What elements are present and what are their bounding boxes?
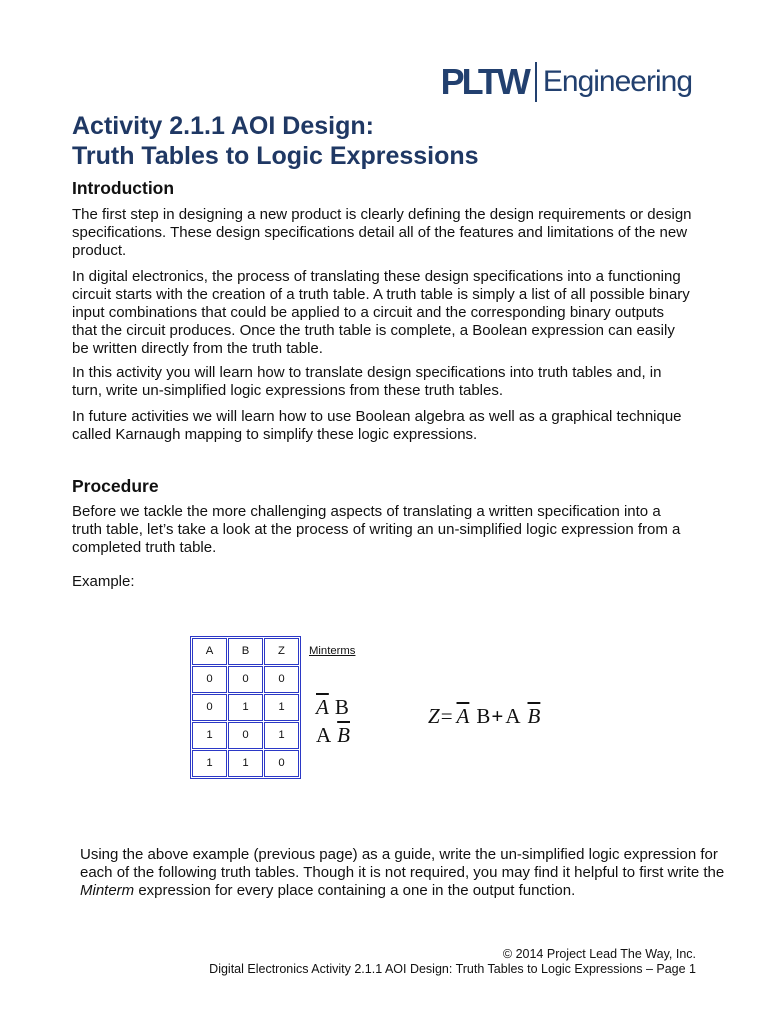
intro-paragraph-1 — [72, 206, 692, 260]
table-cell: 0 — [192, 694, 227, 721]
logo-name: Engineering — [542, 65, 692, 98]
plus-sign: + — [491, 704, 504, 728]
paragraph-line-rest: expression for every place containing a one in the output function. — [134, 882, 576, 899]
truth-table-header-row — [192, 638, 299, 665]
table-cell: 0 — [264, 750, 299, 777]
paragraph-line: specifications. These design specifications detail all of the features and limitations of the new — [72, 224, 688, 241]
paragraph-line: called Karnaugh mapping to simplify these logic expressions. — [72, 426, 478, 443]
truth-table-row — [192, 666, 299, 693]
title-line-1: Activity 2.1.1 AOI Design: — [72, 112, 374, 140]
footer-page-info: Digital Electronics Activity 2.1.1 AOI Design: Truth Tables to Logic Expressions – Page 1 — [209, 962, 696, 976]
paragraph-line: each of the following truth tables. Though it is not required, you may find it helpful to first write the — [80, 864, 725, 881]
paragraph-line: circuit starts with the creation of a truth table. A truth table is simply a list of all possible binary — [72, 286, 690, 303]
truth-table — [190, 636, 301, 779]
equation-output: Z — [428, 704, 440, 728]
equals-sign: = — [440, 704, 453, 728]
pltw-engineering-logo — [441, 62, 692, 102]
table-cell: 0 — [228, 722, 263, 749]
minterm-row-01 — [316, 695, 349, 719]
paragraph-line: In future activities we will learn how to use Boolean algebra as well as a graphical technique — [72, 408, 682, 425]
page-footer — [209, 947, 696, 977]
table-cell: 1 — [228, 694, 263, 721]
equation-complemented-variable: $\overline{B}$ — [527, 704, 541, 728]
paragraph-line — [80, 882, 724, 900]
logo-divider — [535, 62, 537, 102]
minterm-emphasis: Minterm — [80, 882, 135, 899]
equation-variable: B — [476, 704, 491, 728]
title-line-2: Truth Tables to Logic Expressions — [72, 142, 479, 170]
paragraph-line: In digital electronics, the process of translating these design specifications into a functioning — [72, 268, 681, 285]
table-cell: 0 — [192, 666, 227, 693]
table-cell: 0 — [264, 666, 299, 693]
logo-mark: PLTW — [440, 61, 528, 102]
minterm-complemented-variable: $\overline{A}$ — [316, 695, 329, 719]
truth-table-row — [192, 750, 299, 777]
truth-table-row — [192, 722, 299, 749]
truth-table-row — [192, 694, 299, 721]
paragraph-line: Before we tackle the more challenging aspects of translating a written specification into a — [72, 503, 661, 520]
paragraph-line: In this activity you will learn how to translate design specifications into truth tables and, in — [72, 364, 662, 381]
paragraph-line: completed truth table. — [72, 539, 217, 556]
paragraph-line: input combinations that could be applied to a circuit and the corresponding binary outputs — [72, 304, 665, 321]
header-cell: B — [228, 638, 263, 665]
table-cell: 1 — [192, 722, 227, 749]
intro-paragraph-3 — [72, 364, 661, 400]
procedure-paragraph — [72, 503, 680, 557]
header-cell: A — [192, 638, 227, 665]
paragraph-line: turn, write un-simplified logic expressions from these truth tables. — [72, 382, 504, 399]
minterm-complemented-variable: $\overline{B}$ — [337, 723, 350, 747]
header-cell: Z — [264, 638, 299, 665]
page-title — [72, 111, 479, 171]
intro-paragraph-2 — [72, 268, 690, 358]
table-cell: 1 — [264, 694, 299, 721]
intro-paragraph-4 — [72, 408, 682, 444]
equation-variable: A — [505, 704, 521, 728]
paragraph-line: that the circuit produces. Once the truth table is complete, a Boolean expression can easily — [72, 322, 675, 339]
table-cell: 1 — [228, 750, 263, 777]
paragraph-line: The first step in designing a new product is clearly defining the design requirements or design — [72, 206, 692, 223]
minterm-variable: A — [316, 723, 332, 747]
instructions-paragraph — [80, 846, 724, 900]
sum-of-products-equation — [428, 704, 540, 728]
minterms-label: Minterms — [309, 645, 356, 657]
introduction-heading: Introduction — [72, 178, 175, 198]
procedure-heading: Procedure — [72, 476, 159, 496]
paragraph-line: truth table, let’s take a look at the process of writing an un-simplified logic expression from a — [72, 521, 681, 538]
minterm-row-10 — [316, 723, 350, 747]
paragraph-line: be written directly from the truth table. — [72, 340, 323, 357]
table-cell: 0 — [228, 666, 263, 693]
footer-copyright: © 2014 Project Lead The Way, Inc. — [502, 947, 696, 961]
minterm-variable: B — [334, 695, 349, 719]
paragraph-line: product. — [72, 242, 127, 259]
table-cell: 1 — [264, 722, 299, 749]
equation-complemented-variable: $\overline{A}$ — [456, 704, 470, 728]
table-cell: 1 — [192, 750, 227, 777]
paragraph-line: Using the above example (previous page) as a guide, write the un-simplified logic expression for — [80, 846, 718, 863]
example-label: Example: — [72, 573, 135, 590]
